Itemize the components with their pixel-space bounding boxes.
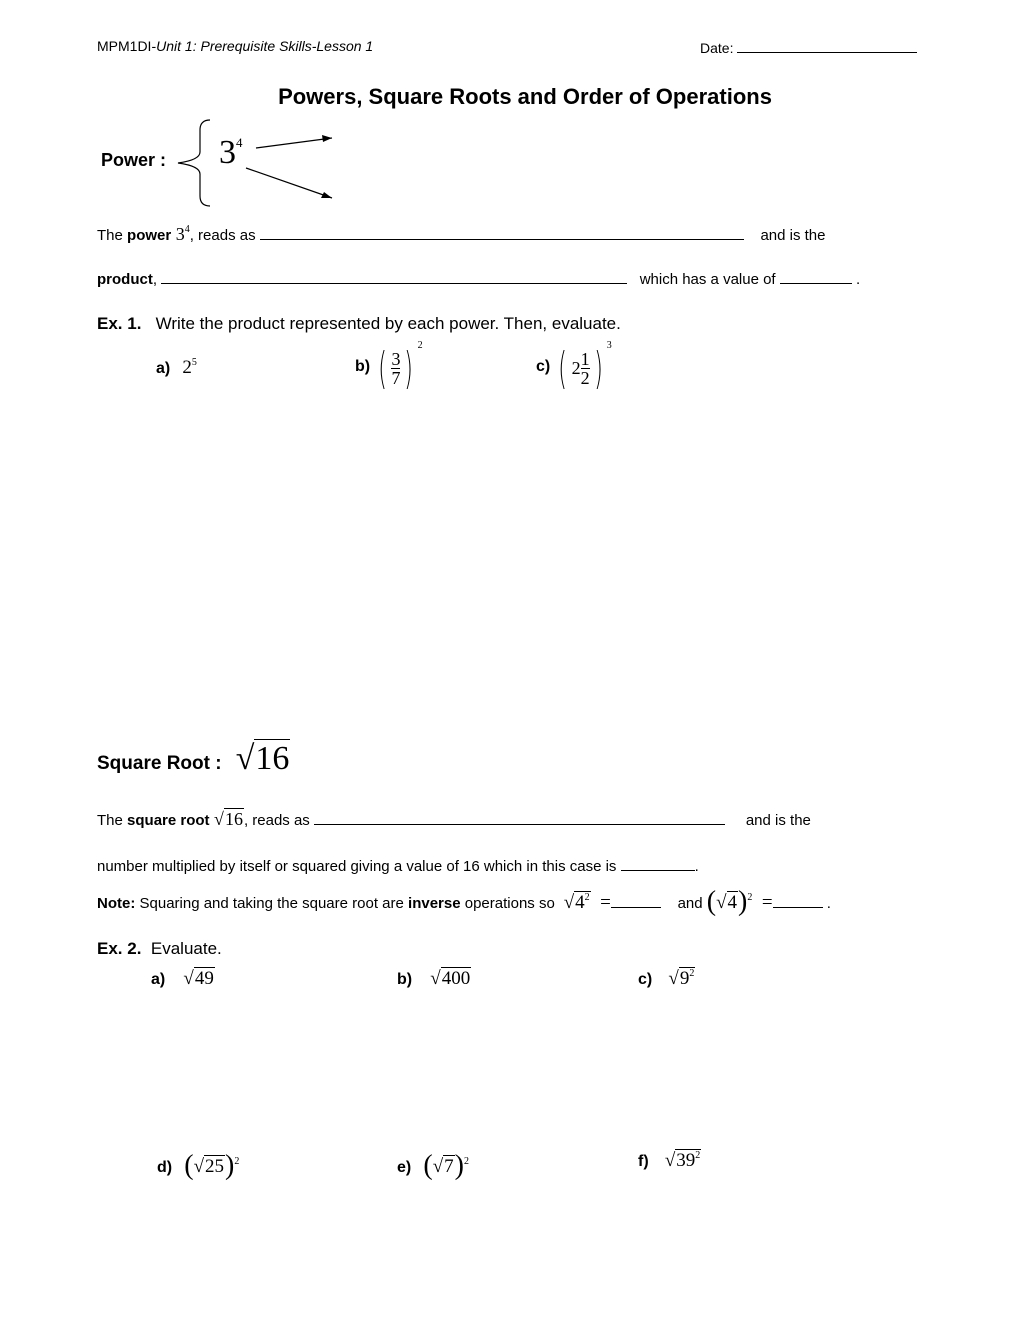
ex2-label: Ex. 2.	[97, 939, 142, 958]
inline-base: 3	[175, 224, 185, 244]
item-label: b)	[355, 358, 371, 376]
ex1-item-b: b) ( $\frac{3}{7}$ ) $^2$	[355, 340, 423, 395]
numerator: 1	[580, 349, 590, 370]
radicand: 4	[575, 892, 585, 913]
exponent: 3	[606, 340, 612, 351]
ex1-heading	[97, 314, 621, 334]
ex2-item-a: a) √49	[151, 968, 214, 989]
equals: =	[600, 892, 611, 913]
bold-term: inverse	[408, 895, 461, 912]
ex2-item-f: f) $√39^2$	[638, 1150, 701, 1171]
denominator: 2	[580, 368, 590, 389]
text: , reads as	[189, 227, 256, 244]
power-label: Power :	[101, 150, 167, 170]
exponent: 5	[191, 357, 197, 368]
sqrt-label: Square Root :	[97, 753, 222, 774]
item-label: d)	[157, 1159, 173, 1176]
power-exponent: 4	[236, 135, 243, 150]
bold-term: square root	[127, 812, 210, 829]
exponent: 2	[584, 892, 590, 903]
text: , reads as	[243, 812, 310, 829]
radicand: 7	[444, 1156, 454, 1177]
power-sentence-1	[97, 224, 825, 245]
text: ,	[152, 271, 157, 288]
text: Squaring and taking the square root are	[139, 895, 404, 912]
arrowhead-exponent	[322, 135, 332, 142]
brace-shape	[178, 120, 210, 206]
sqrt-radicand: 16	[255, 740, 290, 777]
power-expression	[219, 134, 243, 172]
date-field	[700, 38, 917, 56]
text: operations so	[464, 895, 555, 912]
value-blank[interactable]	[780, 269, 852, 284]
ex2-item-e: e) $(√7)^2$	[397, 1150, 469, 1181]
ex1-instruction: Write the product represented by each power. Then, evaluate.	[155, 314, 621, 333]
text: .	[826, 895, 831, 912]
text: number multiplied by itself or squared giving a value of 16 which in this case is	[97, 858, 617, 875]
answer-blank[interactable]	[161, 269, 627, 284]
answer-blank[interactable]	[314, 810, 725, 825]
ex2-heading	[97, 939, 222, 959]
item-label: f)	[638, 1153, 649, 1170]
text: The	[97, 227, 123, 244]
text: The	[97, 812, 123, 829]
arrow-to-base	[246, 168, 332, 198]
text: and	[677, 895, 703, 912]
item-label: c)	[638, 971, 653, 988]
ex2-item-b: b) √400	[397, 968, 471, 989]
inverse-note: Note: Squaring and taking the square root are inverse operations so $√4^2$ = and $(√4)^2$ = .	[97, 886, 831, 917]
text: and is the	[760, 227, 826, 244]
text: .	[855, 271, 861, 288]
exponent: 2	[234, 1156, 240, 1167]
item-label: a)	[151, 971, 166, 988]
ex1-item-a	[156, 357, 197, 379]
arrow-to-exponent	[256, 138, 332, 148]
answer-blank[interactable]	[611, 893, 661, 908]
radicand: 25	[205, 1156, 225, 1177]
bold-term: power	[127, 227, 172, 244]
radicand: 9	[679, 968, 690, 989]
ex1-item-c: c) ( 2 $\frac{1}{2}$ ) $^3$	[536, 340, 612, 395]
radicand: 39	[676, 1150, 696, 1171]
text: .	[694, 858, 699, 875]
inline-radicand: 16	[224, 809, 243, 829]
exponent: 2	[695, 1150, 701, 1161]
text: which has a value of	[639, 271, 776, 288]
header-course	[97, 38, 373, 54]
ex1-label: Ex. 1.	[97, 314, 142, 333]
arrowhead-base	[321, 192, 332, 198]
ex2-instruction: Evaluate.	[150, 939, 222, 958]
date-blank[interactable]	[737, 38, 917, 53]
inline-exponent: 4	[184, 224, 190, 235]
item-label: a)	[156, 360, 171, 377]
exponent: 2	[417, 340, 423, 351]
note-label: Note:	[97, 895, 136, 912]
exponent: 2	[689, 968, 695, 979]
sqrt-heading: Square Root : √16	[97, 740, 290, 777]
base: 2	[182, 357, 192, 378]
radicand: 4	[727, 892, 738, 913]
page-title: Powers, Square Roots and Order of Operations	[278, 84, 772, 109]
radicand: 49	[194, 968, 214, 989]
whole-number: 2	[571, 358, 581, 379]
exponent: 2	[464, 1156, 469, 1167]
sqrt-sentence-1: The square root √16, reads as and is the	[97, 809, 811, 829]
answer-blank[interactable]	[260, 225, 744, 240]
text: and is the	[745, 812, 811, 829]
answer-blank[interactable]	[773, 893, 823, 908]
item-label: c)	[536, 358, 551, 376]
numerator: 3	[391, 349, 401, 370]
sqrt-sentence-2	[97, 856, 699, 875]
bold-term: product	[97, 271, 153, 288]
date-label: Date:	[700, 40, 734, 56]
denominator: 7	[391, 368, 401, 389]
item-label: b)	[397, 971, 413, 988]
course-code: MPM1DI-	[97, 38, 157, 54]
item-label: e)	[397, 1159, 412, 1176]
power-sentence-2	[97, 269, 860, 288]
power-diagram	[172, 116, 342, 212]
exponent: 2	[747, 892, 753, 903]
value-blank[interactable]	[621, 856, 695, 871]
radicand: 400	[441, 968, 471, 989]
ex2-item-c: c) $√9^2$	[638, 968, 695, 989]
equals: =	[761, 892, 773, 913]
ex2-item-d: d) $(√25)^2$	[157, 1150, 240, 1181]
unit-title: Unit 1: Prerequisite Skills-Lesson 1	[156, 38, 374, 54]
power-base: 3	[219, 134, 236, 171]
